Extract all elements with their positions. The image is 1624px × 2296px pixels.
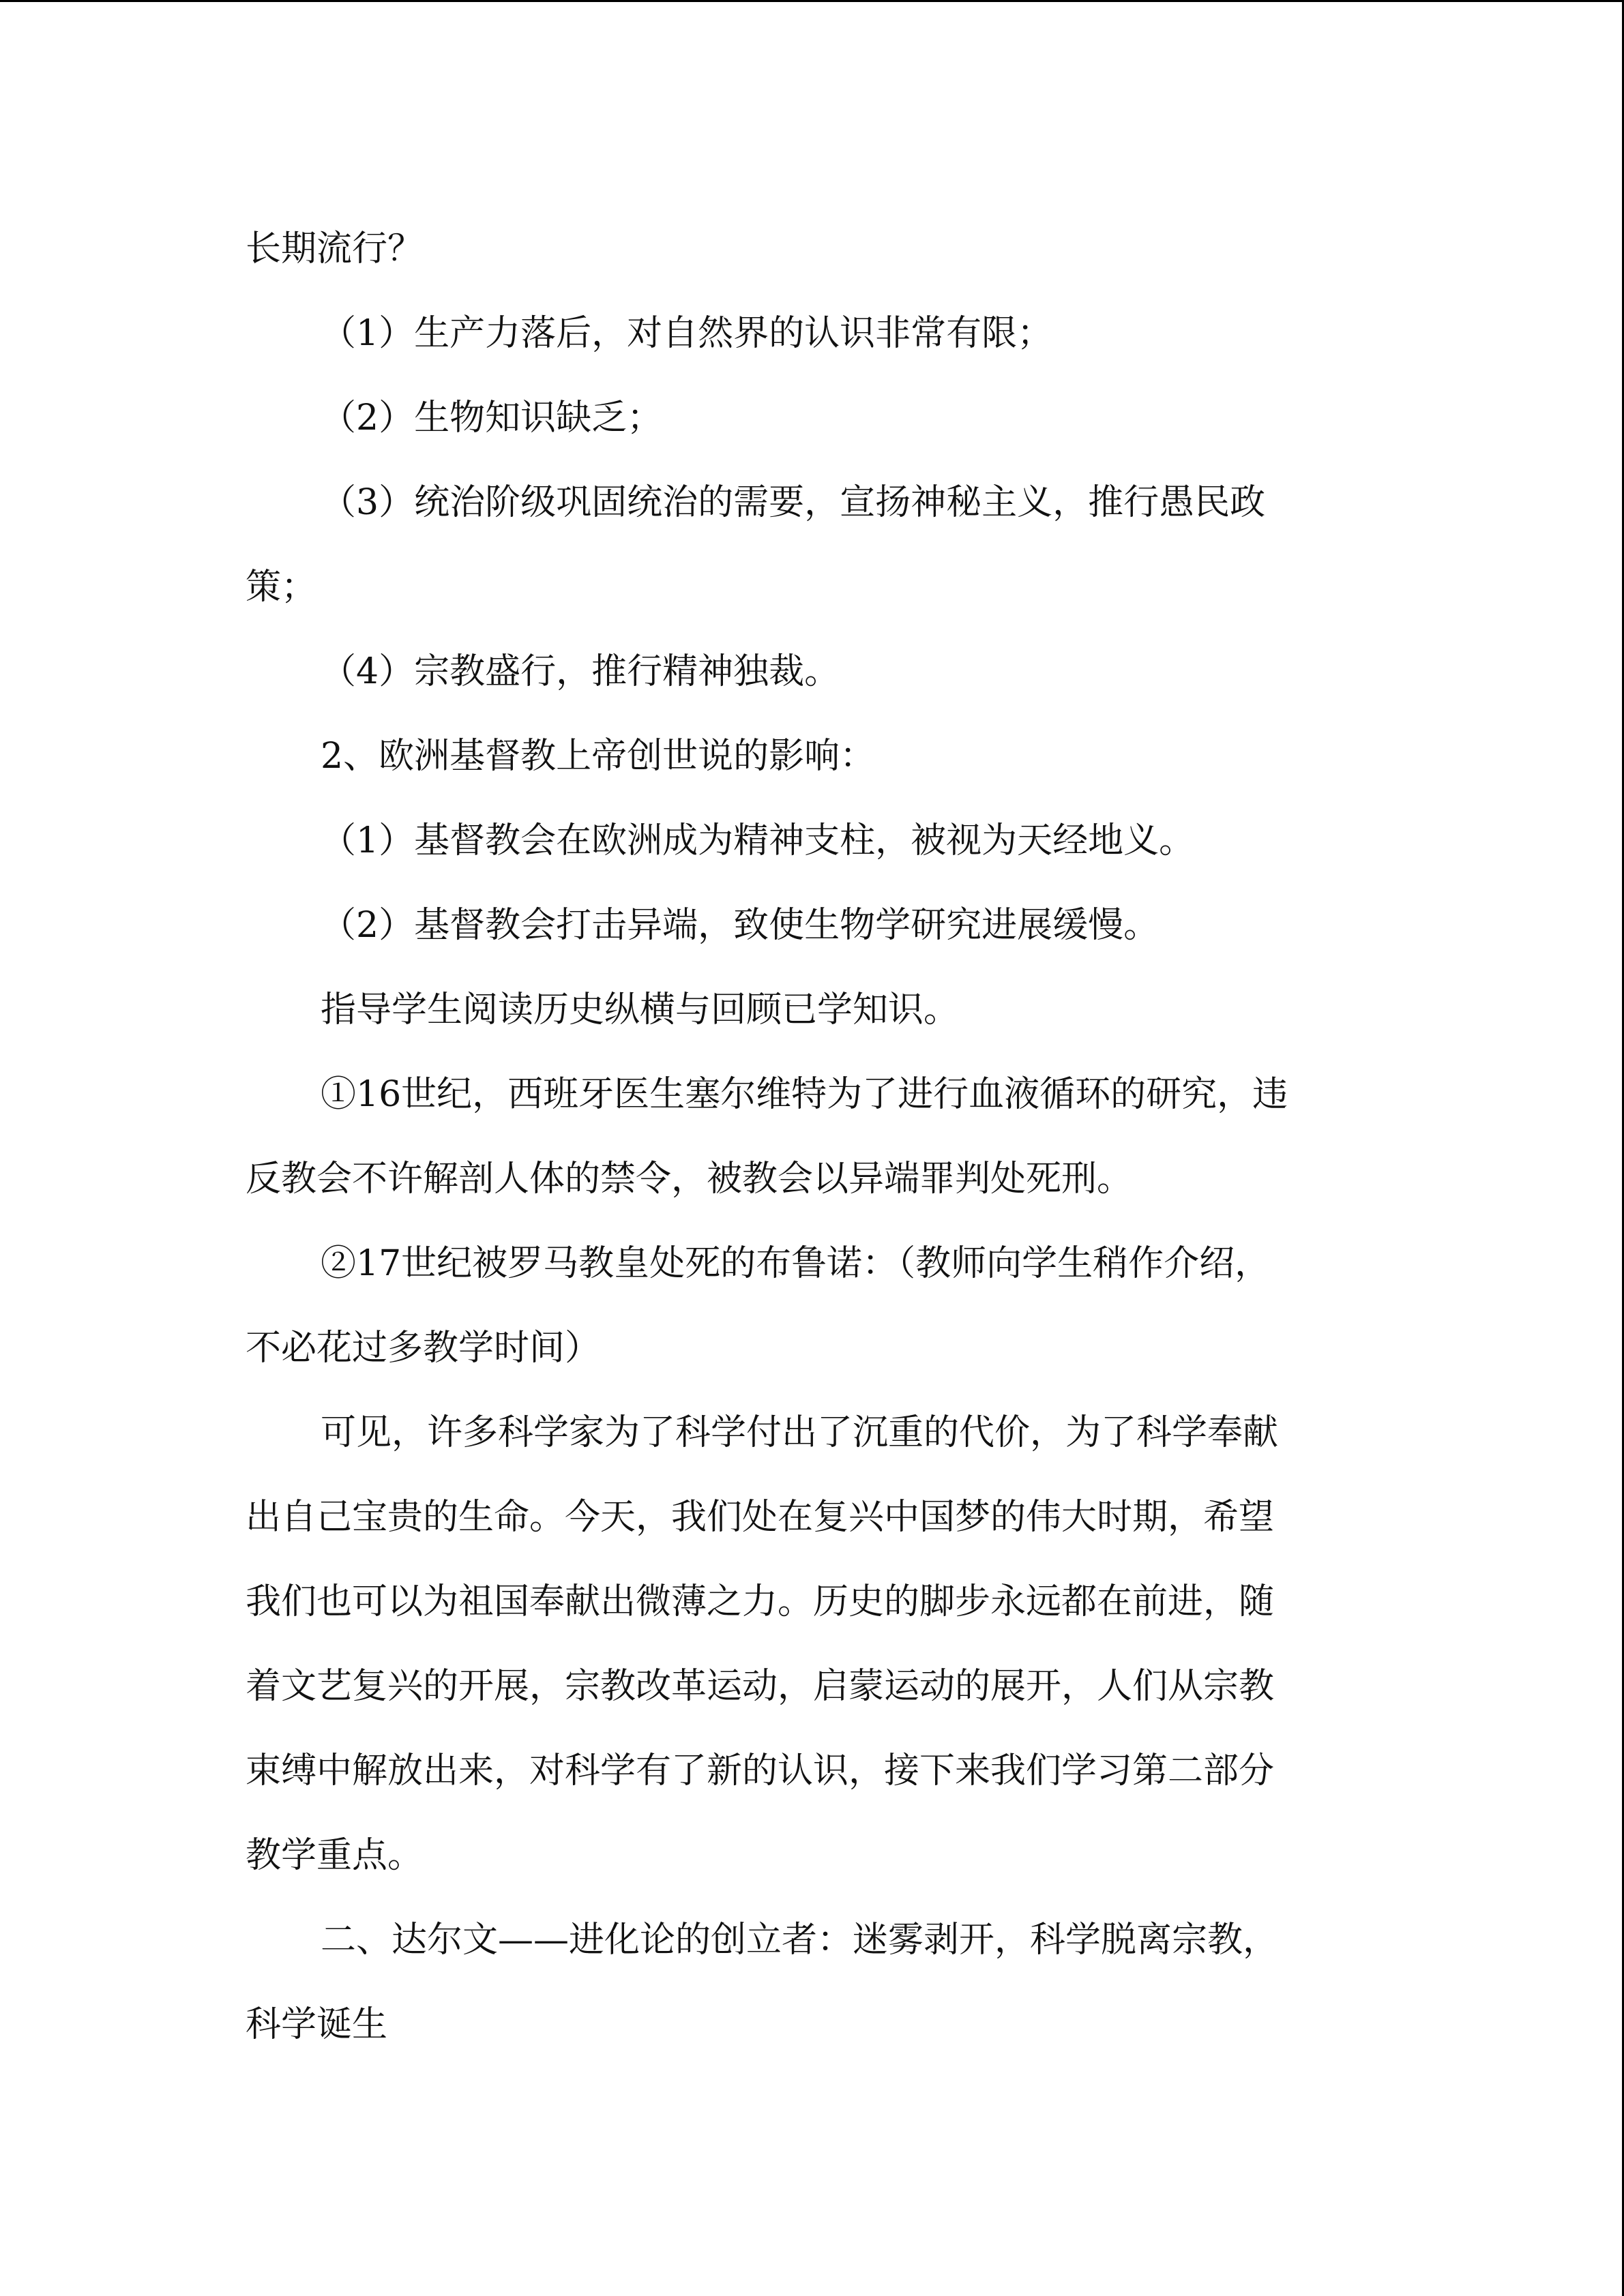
text-line: 着文艺复兴的开展，宗教改革运动，启蒙运动的展开，人们从宗教 — [246, 1666, 1275, 1707]
text-line: （3）统治阶级巩固统治的需要，宣扬神秘主义，推行愚民政 — [321, 482, 1266, 523]
text-line: ②17世纪被罗马教皇处死的布鲁诺：（教师向学生稍作介绍， — [321, 1243, 1271, 1284]
text-line: 策； — [246, 567, 317, 608]
text-line: （2）生物知识缺乏； — [321, 398, 663, 438]
text-line: 教学重点。 — [246, 1835, 424, 1876]
text-line: 2、欧洲基督教上帝创世说的影响： — [321, 736, 876, 777]
text-line: 束缚中解放出来，对科学有了新的认识，接下来我们学习第二部分 — [246, 1750, 1275, 1791]
text-line: （1）基督教会在欧洲成为精神支柱，被视为天经地义。 — [321, 820, 1195, 861]
text-line: 不必花过多教学时间） — [246, 1328, 601, 1369]
document-body — [246, 207, 1364, 2067]
text-line: （4）宗教盛行，推行精神独裁。 — [321, 651, 840, 692]
text-line: 长期流行？ — [246, 228, 424, 269]
text-line: （1）生产力落后，对自然界的认识非常有限； — [321, 313, 1053, 354]
text-line: 我们也可以为祖国奉献出微薄之力。历史的脚步永远都在前进，随 — [246, 1581, 1275, 1622]
text-line: 指导学生阅读历史纵横与回顾已学知识。 — [321, 989, 960, 1030]
text-line: 科学诞生 — [246, 2004, 388, 2045]
text-line: 出自己宝贵的生命。今天，我们处在复兴中国梦的伟大时期，希望 — [246, 1497, 1275, 1538]
text-line: （2）基督教会打击异端，致使生物学研究进展缓慢。 — [321, 905, 1160, 946]
text-line: ①16世纪，西班牙医生塞尔维特为了进行血液循环的研究，违 — [321, 1074, 1288, 1115]
text-line: 反教会不许解剖人体的禁令，被教会以异端罪判处死刑。 — [246, 1159, 1133, 1199]
text-line: 可见，许多科学家为了科学付出了沉重的代价，为了科学奉献 — [321, 1412, 1279, 1453]
text-line: 二、达尔文——进化论的创立者：迷雾剥开，科学脱离宗教， — [321, 1920, 1279, 1960]
